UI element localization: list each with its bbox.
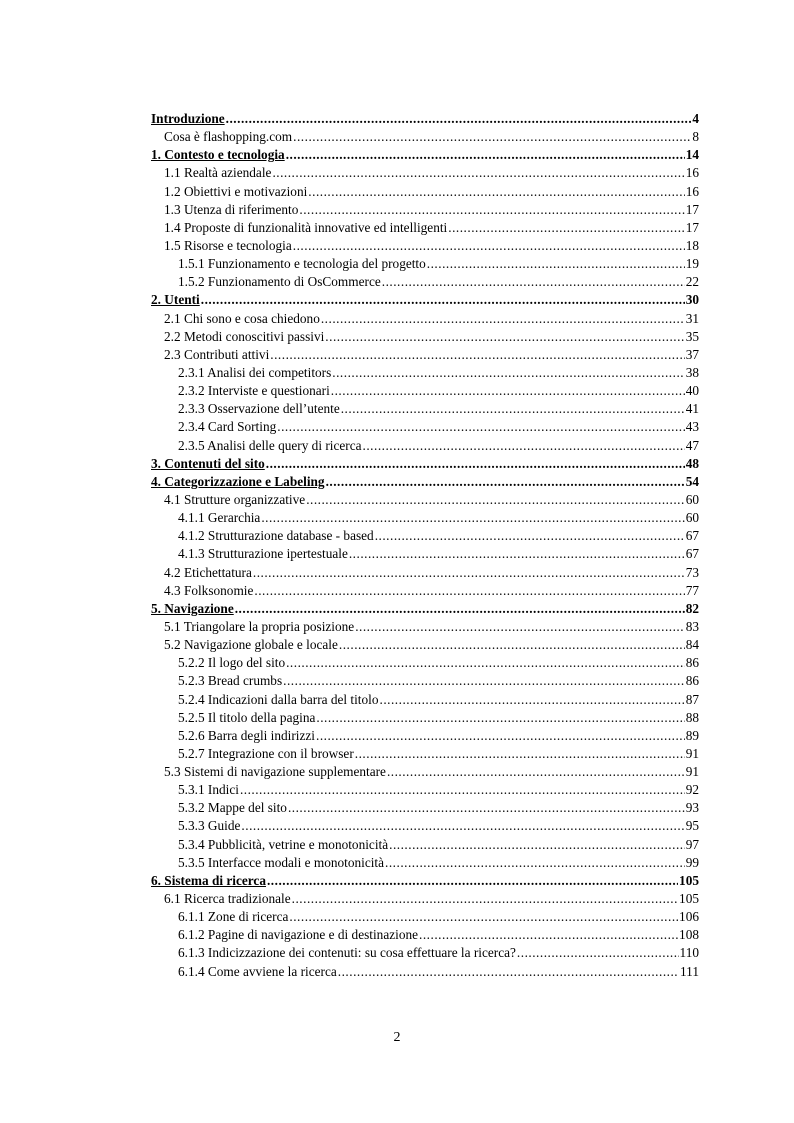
toc-entry-page: 16 (685, 165, 699, 181)
toc-entry-page: 54 (685, 473, 699, 489)
toc-entry[interactable] (151, 781, 699, 799)
toc-entry-page: 92 (685, 782, 699, 798)
toc-entry-page: 60 (685, 510, 699, 526)
toc-leader-dots (385, 854, 685, 872)
toc-entry-title: 4.2 Etichettatura (164, 564, 252, 580)
toc-leader-dots (286, 146, 685, 164)
toc-leader-dots (326, 473, 685, 491)
toc-entry-page: 17 (685, 201, 699, 217)
toc-entry[interactable] (151, 908, 699, 926)
toc-leader-dots (325, 328, 684, 346)
toc-leader-dots (240, 781, 685, 799)
toc-entry-page: 14 (685, 147, 699, 163)
toc-leader-dots (254, 582, 684, 600)
toc-entry[interactable] (151, 582, 699, 600)
toc-entry-page: 105 (679, 872, 699, 888)
toc-entry-title: 4.3 Folksonomie (164, 582, 254, 598)
toc-entry[interactable] (151, 110, 699, 128)
toc-entry-title: 5.2.4 Indicazioni dalla barra del titolo (178, 691, 379, 707)
toc-entry[interactable] (151, 691, 699, 709)
toc-leader-dots (266, 455, 685, 473)
toc-entry-title: 2.3.2 Interviste e questionari (178, 383, 330, 399)
toc-entry-title: 1.5.1 Funzionamento e tecnologia del progetto (178, 256, 426, 272)
toc-leader-dots (308, 183, 684, 201)
toc-entry-page: 88 (685, 709, 699, 725)
toc-entry-title: 1.1 Realtà aziendale (164, 165, 272, 181)
toc-entry-title: 2. Utenti (151, 292, 200, 308)
toc-entry-title: 4.1.3 Strutturazione ipertestuale (178, 546, 348, 562)
toc-leader-dots (338, 963, 679, 981)
toc-entry[interactable] (151, 237, 699, 255)
toc-entry[interactable] (151, 727, 699, 745)
toc-leader-dots (517, 944, 679, 962)
toc-leader-dots (261, 509, 684, 527)
toc-entry-title: 5.2.2 Il logo del sito (178, 655, 286, 671)
toc-entry-title: 4. Categorizzazione e Labeling (151, 473, 325, 489)
toc-entry[interactable] (151, 799, 699, 817)
toc-entry-title: 4.1.2 Strutturazione database - based (178, 528, 374, 544)
toc-entry-page: 105 (679, 891, 699, 907)
toc-entry-title: Cosa è flashopping.com (164, 129, 293, 145)
toc-leader-dots (355, 618, 685, 636)
toc-entry-title: 5.3 Sistemi di navigazione supplementare (164, 764, 386, 780)
toc-leader-dots (201, 291, 685, 309)
toc-entry-page: 19 (685, 256, 699, 272)
toc-leader-dots (293, 128, 691, 146)
toc-entry[interactable] (151, 164, 699, 182)
toc-leader-dots (277, 418, 684, 436)
toc-entry-title: Introduzione (151, 111, 225, 126)
toc-entry-title: 4.1 Strutture organizzative (164, 491, 306, 507)
toc-entry[interactable] (151, 854, 699, 872)
toc-entry[interactable] (151, 273, 699, 291)
toc-leader-dots (226, 110, 692, 128)
toc-entry-page: 86 (685, 673, 699, 689)
toc-leader-dots (427, 255, 685, 273)
toc-entry-page: 16 (685, 183, 699, 199)
toc-entry[interactable] (151, 310, 699, 328)
toc-entry-page: 108 (679, 927, 699, 943)
toc-entry[interactable] (151, 364, 699, 382)
toc-entry-page: 91 (685, 764, 699, 780)
toc-entry-title: 6. Sistema di ricerca (151, 872, 266, 888)
toc-entry-page: 43 (685, 419, 699, 435)
toc-entry-page: 97 (685, 836, 699, 852)
toc-entry-page: 91 (685, 745, 699, 761)
toc-entry[interactable] (151, 146, 699, 164)
toc-leader-dots (299, 201, 684, 219)
toc-entry[interactable] (151, 636, 699, 654)
toc-entry-page: 111 (680, 963, 699, 979)
toc-leader-dots (387, 763, 685, 781)
page-number: 2 (393, 1030, 401, 1045)
toc-entry[interactable] (151, 600, 699, 618)
toc-entry-title: 5.3.2 Mappe del sito (178, 800, 287, 816)
toc-entry-title: 1.4 Proposte di funzionalità innovative ed intelligenti (164, 219, 448, 235)
toc-entry[interactable] (151, 255, 699, 273)
toc-entry[interactable] (151, 672, 699, 690)
toc-entry-title: 1. Contesto e tecnologia (151, 147, 285, 163)
toc-entry-title: 2.3.3 Osservazione dell’utente (178, 401, 340, 417)
toc-entry-title: 5.3.1 Indici (178, 782, 239, 798)
toc-entry-page: 38 (685, 364, 699, 380)
toc-entry[interactable] (151, 564, 699, 582)
toc-entry-page: 83 (685, 618, 699, 634)
toc-leader-dots (380, 691, 685, 709)
toc-entry-page: 35 (685, 328, 699, 344)
toc-entry-page: 60 (685, 491, 699, 507)
toc-leader-dots (341, 400, 685, 418)
toc-entry[interactable] (151, 944, 699, 962)
toc-entry-page: 41 (685, 401, 699, 417)
toc-entry-page: 106 (679, 909, 699, 925)
toc-leader-dots (241, 817, 684, 835)
toc-entry-page: 87 (685, 691, 699, 707)
toc-entry-page: 22 (685, 274, 699, 290)
toc-entry-title: 5.2 Navigazione globale e locale (164, 637, 338, 653)
toc-leader-dots (272, 164, 684, 182)
toc-entry-page: 18 (685, 237, 699, 253)
toc-entry-page: 84 (685, 637, 699, 653)
toc-leader-dots (267, 872, 678, 890)
toc-entry-title: 5.3.5 Interfacce modali e monotonicità (178, 854, 385, 870)
toc-leader-dots (332, 364, 684, 382)
toc-entry-page: 95 (685, 818, 699, 834)
toc-entry[interactable] (151, 437, 699, 455)
toc-leader-dots (316, 727, 685, 745)
toc-entry-title: 5.2.3 Bread crumbs (178, 673, 283, 689)
toc-leader-dots (288, 799, 685, 817)
toc-entry[interactable] (151, 527, 699, 545)
toc-entry[interactable] (151, 963, 699, 981)
toc-entry-page: 110 (679, 945, 699, 961)
toc-entry[interactable] (151, 618, 699, 636)
toc-entry-title: 1.3 Utenza di riferimento (164, 201, 299, 217)
toc-leader-dots (389, 836, 685, 854)
toc-entry[interactable] (151, 400, 699, 418)
toc-leader-dots (270, 346, 684, 364)
toc-entry-title: 6.1.3 Indicizzazione dei contenuti: su cosa effettuare la ricerca? (178, 945, 516, 961)
toc-entry[interactable] (151, 745, 699, 763)
toc-entry-title: 5.2.6 Barra degli indirizzi (178, 727, 315, 743)
toc-leader-dots (375, 527, 685, 545)
toc-leader-dots (235, 600, 685, 618)
toc-entry[interactable] (151, 473, 699, 491)
toc-entry-title: 3. Contenuti del sito (151, 455, 265, 471)
toc-entry[interactable] (151, 654, 699, 672)
toc-leader-dots (355, 745, 685, 763)
toc-entry-page: 48 (685, 455, 699, 471)
toc-entry-title: 5. Navigazione (151, 600, 234, 616)
toc-entry-page: 67 (685, 528, 699, 544)
toc-entry-title: 2.3 Contributi attivi (164, 346, 270, 362)
toc-entry[interactable] (151, 709, 699, 727)
toc-entry-page: 77 (685, 582, 699, 598)
toc-entry-page: 93 (685, 800, 699, 816)
toc-entry[interactable] (151, 346, 699, 364)
toc-entry[interactable] (151, 872, 699, 890)
toc-entry[interactable] (151, 328, 699, 346)
toc-leader-dots (289, 908, 678, 926)
toc-entry-page: 8 (692, 129, 699, 145)
toc-entry-page: 31 (685, 310, 699, 326)
toc-entry-page: 4 (692, 111, 699, 126)
toc-entry[interactable] (151, 926, 699, 944)
toc-entry-title: 1.5.2 Funzionamento di OsCommerce (178, 274, 381, 290)
toc-leader-dots (382, 273, 685, 291)
toc-entry[interactable] (151, 201, 699, 219)
toc-entry[interactable] (151, 183, 699, 201)
toc-leader-dots (363, 437, 685, 455)
toc-entry[interactable] (151, 545, 699, 563)
toc-entry-title: 2.3.5 Analisi delle query di ricerca (178, 437, 362, 453)
toc-entry-page: 17 (685, 219, 699, 235)
toc-entry-page: 82 (685, 600, 699, 616)
toc-entry[interactable] (151, 219, 699, 237)
toc-entry-page: 40 (685, 383, 699, 399)
toc-entry-title: 6.1 Ricerca tradizionale (164, 891, 291, 907)
toc-leader-dots (306, 491, 685, 509)
toc-entry[interactable] (151, 890, 699, 908)
toc-entry-title: 6.1.2 Pagine di navigazione e di destinazione (178, 927, 419, 943)
toc-entry[interactable] (151, 382, 699, 400)
toc-leader-dots (316, 709, 684, 727)
toc-entry-title: 1.2 Obiettivi e motivazioni (164, 183, 308, 199)
toc-entry-title: 5.2.7 Integrazione con il browser (178, 745, 354, 761)
toc-entry-page: 67 (685, 546, 699, 562)
toc-entry[interactable] (151, 491, 699, 509)
toc-leader-dots (419, 926, 678, 944)
toc-entry-title: 2.3.4 Card Sorting (178, 419, 277, 435)
toc-entry-page: 30 (685, 292, 699, 308)
toc-leader-dots (448, 219, 684, 237)
toc-entry-title: 6.1.1 Zone di ricerca (178, 909, 289, 925)
toc-leader-dots (283, 672, 685, 690)
toc-entry-title: 5.3.3 Guide (178, 818, 241, 834)
toc-leader-dots (286, 654, 685, 672)
toc-leader-dots (321, 310, 685, 328)
toc-entry[interactable] (151, 817, 699, 835)
toc-entry-page: 47 (685, 437, 699, 453)
toc-entry[interactable] (151, 763, 699, 781)
toc-entry-title: 2.2 Metodi conoscitivi passivi (164, 328, 325, 344)
toc-leader-dots (339, 636, 685, 654)
toc-leader-dots (331, 382, 685, 400)
toc-entry-page: 37 (685, 346, 699, 362)
toc-entry-page: 86 (685, 655, 699, 671)
toc-entry[interactable] (151, 836, 699, 854)
toc-leader-dots (349, 545, 685, 563)
toc-entry-title: 5.2.5 Il titolo della pagina (178, 709, 316, 725)
toc-entry[interactable] (151, 418, 699, 436)
toc-entry-title: 6.1.4 Come avviene la ricerca (178, 963, 337, 979)
table-of-contents (151, 110, 699, 981)
toc-entry-title: 2.1 Chi sono e cosa chiedono (164, 310, 320, 326)
toc-entry-title: 5.3.4 Pubblicità, vetrine e monotonicità (178, 836, 389, 852)
toc-entry[interactable] (151, 509, 699, 527)
toc-entry-page: 99 (685, 854, 699, 870)
toc-entry[interactable] (151, 128, 699, 146)
toc-entry[interactable] (151, 455, 699, 473)
toc-entry-title: 4.1.1 Gerarchia (178, 510, 261, 526)
toc-leader-dots (253, 564, 685, 582)
toc-entry[interactable] (151, 291, 699, 309)
toc-entry-title: 2.3.1 Analisi dei competitors (178, 364, 332, 380)
toc-leader-dots (293, 237, 685, 255)
toc-entry-page: 73 (685, 564, 699, 580)
toc-entry-page: 89 (685, 727, 699, 743)
toc-entry-title: 1.5 Risorse e tecnologia (164, 237, 292, 253)
toc-entry-title: 5.1 Triangolare la propria posizione (164, 618, 355, 634)
toc-leader-dots (292, 890, 678, 908)
